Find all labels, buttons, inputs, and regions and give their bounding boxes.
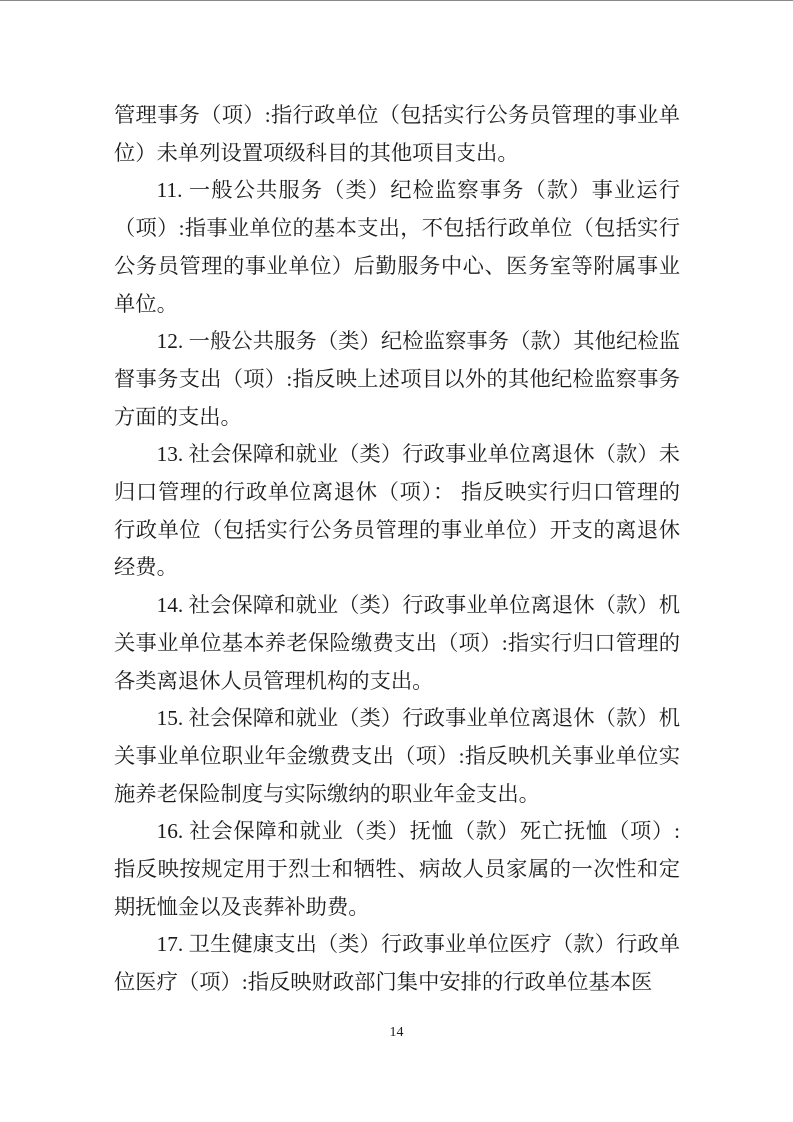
document-text-body (114, 97, 680, 1002)
paragraph-item-12: 12. 一般公共服务（类）纪检监察事务（款）其他纪检监督事务支出（项）:指反映上述项目以外的其他纪检监察事务方面的支出。 (114, 329, 680, 429)
paragraph-item-11: 11. 一般公共服务（类）纪检监察事务（款）事业运行（项）:指事业单位的基本支出，不包括行政单位（包括实行公务员管理的事业单位）后勤服务中心、医务室等附属事业单位。 (114, 178, 680, 316)
paragraph-item-16: 16. 社会保障和就业（类）抚恤（款）死亡抚恤（项）:指反映按规定用于烈士和牺牲、病故人员家属的一次性和定期抚恤金以及丧葬补助费。 (114, 819, 680, 919)
paragraph-continuation: 管理事务（项）:指行政单位（包括实行公务员管理的事业单位）未单列设置项级科目的其他项目支出。 (114, 103, 680, 165)
paragraph-item-15: 15. 社会保障和就业（类）行政事业单位离退休（款）机关事业单位职业年金缴费支出（项）:指反映机关事业单位实施养老保险制度与实际缴纳的职业年金支出。 (114, 706, 680, 806)
page-number: 14 (389, 1025, 404, 1040)
paragraph-item-14: 14. 社会保障和就业（类）行政事业单位离退休（款）机关事业单位基本养老保险缴费支出（项）:指实行归口管理的各类离退休人员管理机构的支出。 (114, 593, 680, 693)
paragraph-item-17: 17. 卫生健康支出（类）行政事业单位医疗（款）行政单位医疗（项）:指反映财政部门集中安排的行政单位基本医 (114, 932, 680, 995)
paragraph-item-13: 13. 社会保障和就业（类）行政事业单位离退休（款）未归口管理的行政单位离退休（项）： 指反映实行归口管理的行政单位（包括实行公务员管理的事业单位）开支的离退休经费。 (114, 442, 680, 580)
